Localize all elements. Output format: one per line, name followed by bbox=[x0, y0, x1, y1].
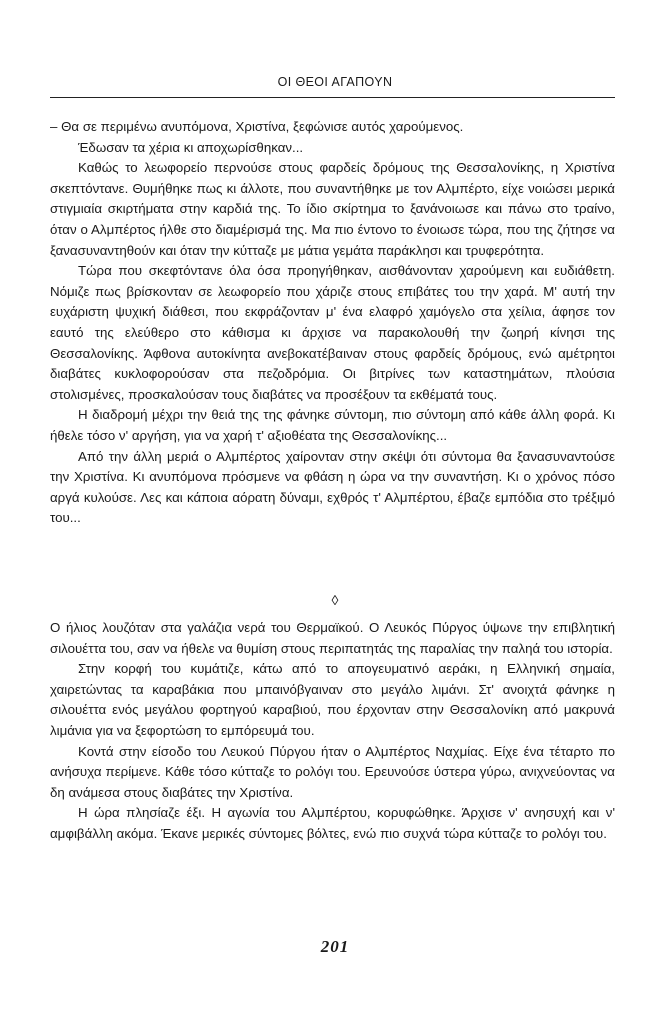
paragraph: Καθώς το λεωφορείο περνούσε στους φαρδείς δρόμους της Θεσσαλονίκης, η Χριστίνα σκεπτόντανε. Θυμήθηκε πως κι άλλοτε, που συναντήθηκε με τον Αλμπέρτο, είχε νοιώσει μερικά στιγμιαία σκιρτήματα στην καρδιά της. Το ίδιο σκίρτημα το ξανάνοιωσε και πάνω στο τραίνο, όταν ο Αλμπέρτος ήλθε στο διαμέρισμά της. Μα πιο έντονο το ένοιωσε τώρα, που της ζήτησε να ξανασυναντηθούν και όταν την κύτταζε με μάτια γεμάτα παράκλησι και τρυφερότητα. bbox=[50, 160, 615, 258]
paragraph: Η διαδρομή μέχρι την θειά της της φάνηκε σύντομη, πιο σύντομη από κάθε άλλη φορά. Κι ήθελε τόσο ν' αργήση, για να χαρή τ' αξιοθέατα της Θεσσαλονίκης... bbox=[50, 407, 615, 443]
paragraph: Έδωσαν τα χέρια κι αποχωρίσθηκαν... bbox=[78, 139, 304, 155]
body-section-2 bbox=[50, 618, 615, 845]
paragraph: Τώρα που σκεφτόντανε όλα όσα προηγήθηκαν, αισθάνονταν χαρούμενη και ευδιάθετη. Νόμιζε πως βρίσκονταν σε λεωφορείο που χάριζε στους επιβάτες του την χαρά. Μ' αυτή την ευχάριστη ψυχική διάθεσι, που εκφράζονταν μ' ένα ελαφρό χαμόγελο στα χείλια, άφησε τον εαυτό της ελεύθερο στο κάθισμα κι άρχισε να παρακολουθή την ζωηρή κίνησι της Θεσσαλονίκης. Άφθονα αυτοκίνητα ανεβοκατέβαιναν στους φαρδείς δρόμους, ενώ αμέτρητοι διαβάτες κυκλοφορούσαν στα πεζοδρόμια. Οι βιτρίνες των καταστημάτων, πλούσια στολισμένες, προσκαλούσαν τους διαβάτες να προσέξουν τα εκθέματά τους. bbox=[50, 263, 615, 402]
paragraph: Από την άλλη μεριά ο Αλμπέρτος χαίρονταν στην σκέψι ότι σύντομα θα ξανασυναντούσε την Χριστίνα. Κι ανυπόμονα πρόσμενε να φθάση η ώρα να την συναντήση. Κι ο χρόνος πόσο αργά κυλούσε. Λες και κάποια αόρατη δύναμι, εχθρός τ' Αλμπέρτου, έβαζε εμπόδια στο τρέξιμό του... bbox=[50, 448, 615, 526]
running-header: ΟΙ ΘΕΟΙ ΑΓΑΠΟΥΝ bbox=[277, 75, 393, 89]
paragraph: Η ώρα πλησίαζε έξι. Η αγωνία του Αλμπέρτου, κορυφώθηκε. Άρχισε ν' ανησυχή και ν' αμφιβάλλη ακόμα. Έκανε μερικές σύντομες βόλτες, ενώ πιο συχνά τώρα κύτταζε το ρολόγι του. bbox=[50, 805, 615, 841]
paragraph: Ο ήλιος λουζόταν στα γαλάζια νερά του Θερμαϊκού. Ο Λευκός Πύργος ύψωνε την επιβλητική σιλουέττα του, σαν να ήθελε να θυμίση στους περιπατητάς της παραλίας την παληά του ιστορία. bbox=[50, 620, 615, 656]
paragraph: Στην κορφή του κυμάτιζε, κάτω από το απογευματινό αεράκι, η Ελληνική σημαία, χαιρετώντας τα καραβάκια που μπαινόβγαιναν στο μεγάλο λιμάνι. Στ' ανοιχτά φάνηκε η σιλουέττα ενός μεγάλου φορτηγού καραβιού, που έρχονταν στην Θεσσαλονίκη από μακρυνά λιμάνια για να ξεφορτώση το εμπόρευμά του. bbox=[50, 661, 615, 738]
paragraph: – Θα σε περιμένω ανυπόμονα, Χριστίνα, ξεφώνισε αυτός χαρούμενος. bbox=[50, 119, 464, 134]
page-number: 201 bbox=[320, 937, 350, 956]
header-rule bbox=[50, 97, 615, 98]
section-divider: ◊ bbox=[331, 592, 339, 608]
body-section-1 bbox=[50, 117, 615, 529]
paragraph: Κοντά στην είσοδο του Λευκού Πύργου ήταν ο Αλμπέρτος Ναχμίας. Είχε ένα τέταρτο πο ανήσυχα περίμενε. Κάθε τόσο κύτταζε το ρολόγι του. Ερευνούσε ύστερα γύρω, ανιχνεύοντας να δη ανάμεσα στους διαβάτες την Χριστίνα. bbox=[50, 743, 615, 800]
